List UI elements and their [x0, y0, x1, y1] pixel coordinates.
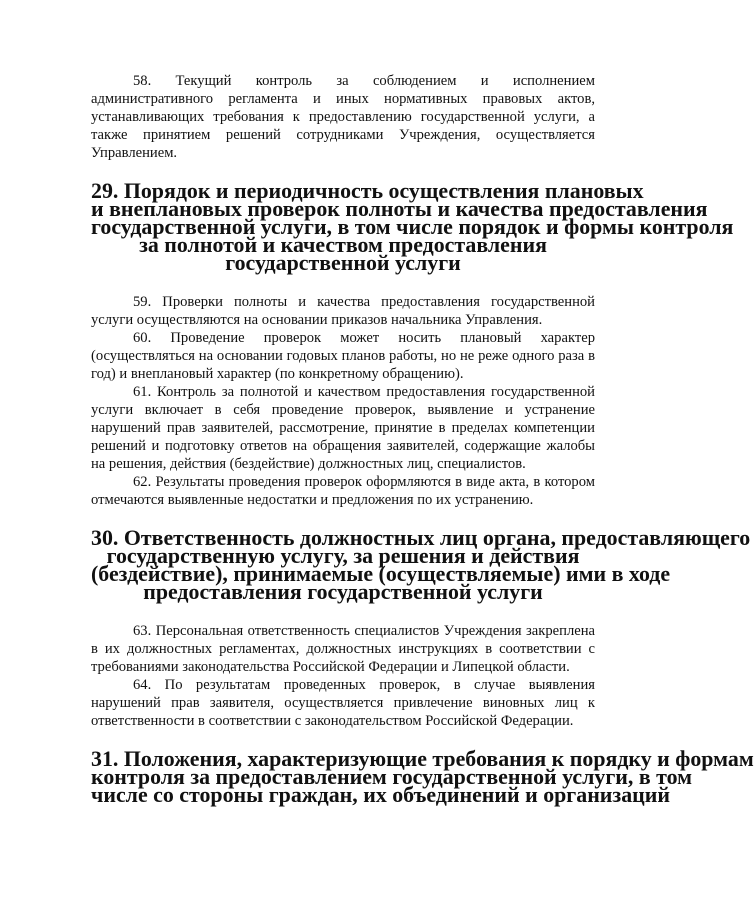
document-page	[91, 72, 754, 807]
section-heading-31	[91, 746, 754, 807]
heading-line: 31. Положения, характеризующие требования к порядку и формам	[91, 746, 754, 771]
heading-line: числе со стороны граждан, их объединений и организаций	[91, 782, 671, 807]
paragraph-59: 59. Проверки полноты и качества предоставления государственной услуги осуществляются на основании приказов начальника Управления.	[91, 294, 595, 328]
heading-line: государственной услуги	[225, 250, 461, 275]
paragraph-60: 60. Проведение проверок может носить плановый характер (осуществляться на основании годовых планов работы, но не реже одного раза в год) и внеплановый характер (по конкретному обращению).	[91, 330, 595, 382]
paragraph-61: 61. Контроль за полнотой и качеством предоставления государственной услуги включает в себя проведение проверок, выявление и устранение нарушений прав заявителей, рассмотрение, принятие в пределах компетенции решений и подготовку ответов на обращения заявителей, содержащие жалобы на решения, действия (бездействие) должностных лиц, специалистов.	[91, 384, 595, 472]
paragraph-62: 62. Результаты проведения проверок оформляются в виде акта, в котором отмечаются выявленные недостатки и предложения по их устранению.	[91, 474, 595, 508]
heading-line: 30. Ответственность должностных лиц органа, предоставляющего	[91, 525, 751, 550]
heading-line: предоставления государственной услуги	[143, 579, 543, 604]
section-heading-29	[91, 178, 734, 275]
heading-line: за полнотой и качеством предоставления	[139, 232, 547, 257]
heading-line: 29. Порядок и периодичность осуществления плановых	[91, 178, 644, 203]
heading-line: и внеплановых проверок полноты и качества предоставления	[91, 196, 708, 221]
paragraph-64: 64. По результатам проведенных проверок, в случае выявления нарушений прав заявителя, осуществляется привлечение виновных лиц к ответственности в соответствии с законодательством Российской Федерации.	[91, 677, 595, 729]
heading-line: (бездействие), принимаемые (осуществляемые) ими в ходе	[91, 561, 671, 586]
heading-line: государственную услугу, за решения и действия	[106, 543, 580, 568]
paragraph-63: 63. Персональная ответственность специалистов Учреждения закреплена в их должностных регламентах, должностных инструкциях в соответствии с требованиями законодательства Российской Федерации и Липецкой области.	[91, 623, 595, 675]
heading-line: контроля за предоставлением государственной услуги, в том	[91, 764, 693, 789]
section-heading-30	[91, 525, 751, 604]
paragraph-58: 58. Текущий контроль за соблюдением и исполнением административного регламента и иных нормативных правовых актов, устанавливающих требования к предоставлению государственной услуги, а также принятием решений сотрудниками Учреждения, осуществляется Управлением.	[91, 73, 595, 161]
heading-line: государственной услуги, в том числе порядок и формы контроля	[91, 214, 734, 239]
